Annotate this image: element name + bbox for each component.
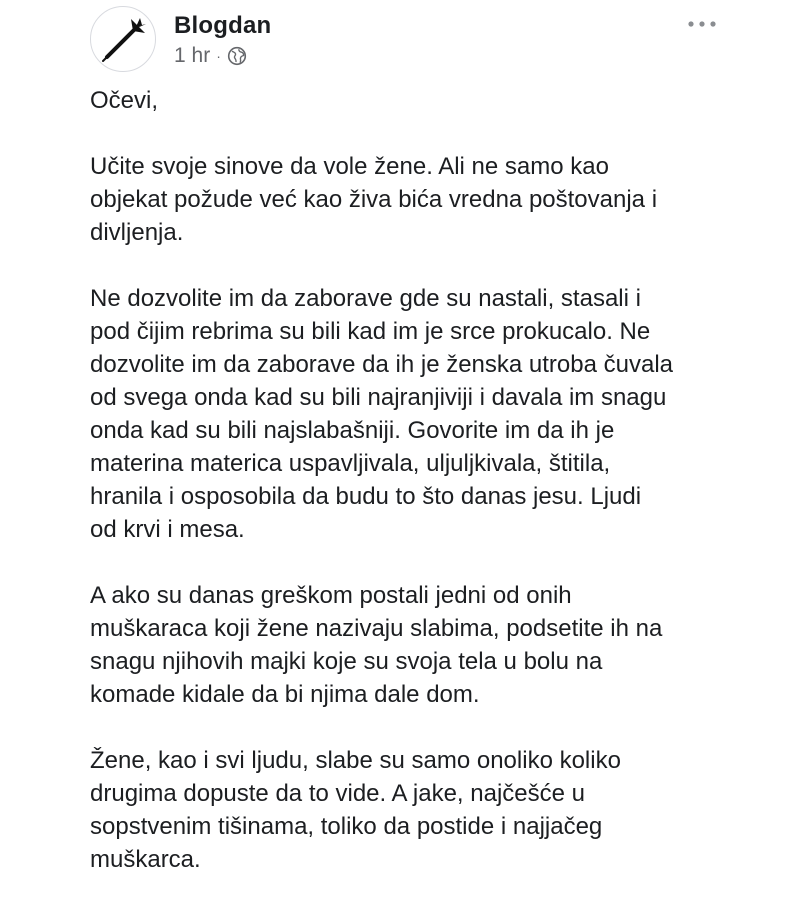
- more-options-icon[interactable]: [686, 14, 718, 34]
- post-text-line: materina materica uspavljivala, uljuljkivala, štitila,: [90, 450, 611, 477]
- meta-separator: ·: [216, 48, 221, 64]
- post-text-line: pod čijim rebrima su bili kad im je srce prokucalo. Ne: [90, 318, 651, 345]
- post-text-line: od krvi i mesa.: [90, 516, 245, 543]
- post-text-line: Učite svoje sinove da vole žene. Ali ne samo kao: [90, 153, 609, 180]
- post-timestamp[interactable]: 1 hr: [174, 44, 211, 67]
- post-text-line: divljenja.: [90, 219, 184, 246]
- post-text-line: snagu njihovih majki koje su svoja tela u bolu na: [90, 648, 603, 675]
- post-paragraph: [90, 282, 770, 546]
- post-paragraph: [90, 150, 770, 249]
- post-text-line: komade kidale da bi njima dale dom.: [90, 681, 480, 708]
- post-text-line: objekat požude već kao živa bića vredna poštovanja i: [90, 186, 658, 213]
- post-text-line: hranila i osposobila da budu to što danas jesu. Ljudi: [90, 483, 642, 510]
- post-paragraph: [90, 579, 770, 711]
- post-text-line: Ne dozvolite im da zaborave gde su nastali, stasali i: [90, 285, 641, 312]
- post-text-line: od svega onda kad su bili najranjiviji i davala im snagu: [90, 384, 667, 411]
- post-paragraph: [90, 84, 770, 117]
- post-text-line: dozvolite im da zaborave da ih je ženska utroba čuvala: [90, 351, 674, 378]
- dart-logo-icon: [91, 7, 156, 72]
- post-text-line: Žene, kao i svi ljudu, slabe su samo onoliko koliko: [90, 747, 621, 774]
- post-author-name[interactable]: Blogdan: [174, 12, 272, 39]
- post-body-text: [90, 84, 770, 909]
- post-text-line: muškarca.: [90, 846, 201, 873]
- page-avatar[interactable]: [90, 6, 156, 72]
- globe-icon[interactable]: [227, 46, 247, 66]
- post-text-line: muškaraca koji žene nazivaju slabima, podsetite ih na: [90, 615, 663, 642]
- post-text-line: A ako su danas greškom postali jedni od onih: [90, 582, 572, 609]
- post-text-line: onda kad su bili najslabašniji. Govorite im da ih je: [90, 417, 615, 444]
- post-meta: [174, 44, 247, 68]
- post-text-line: drugima dopuste da to vide. A jake, najčešće u: [90, 780, 585, 807]
- post-text-line: sopstvenim tišinama, toliko da postide i najjačeg: [90, 813, 603, 840]
- post-header: [90, 4, 790, 74]
- post-paragraph: [90, 744, 770, 876]
- post-text-line: Očevi,: [90, 87, 159, 114]
